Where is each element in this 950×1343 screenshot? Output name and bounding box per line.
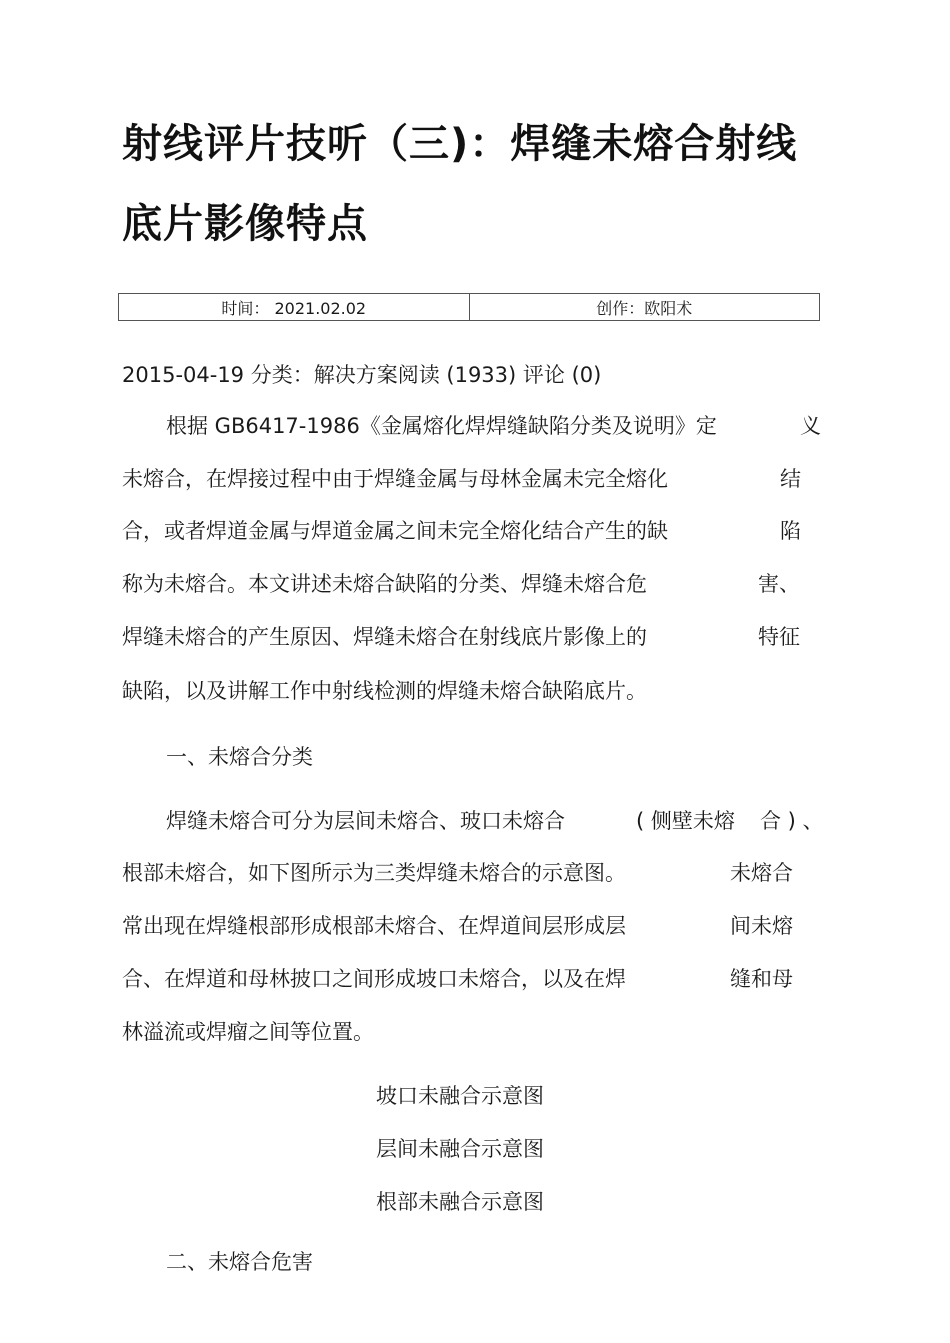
para1-line2: 未熔合，在焊接过程中由于焊缝金属与母林金属未完全熔化	[122, 467, 668, 491]
para1-line5: 焊缝未熔合的产生原因、焊缝未熔合在射线底片影像上的	[122, 625, 647, 649]
figure-caption-bevel: 坡口未融合示意图	[376, 1084, 544, 1108]
para2-line2-end: 未熔合	[730, 861, 793, 885]
meta-time: 时间： 2021.02.02	[221, 298, 367, 318]
figure-caption-interlayer: 层间未融合示意图	[376, 1137, 544, 1161]
para1-line3-end: 陷	[780, 519, 801, 543]
figure-caption-root: 根部未融合示意图	[376, 1190, 544, 1214]
para2-line3-end: 间未熔	[730, 914, 793, 938]
para2-line4: 合、在焊道和母林披口之间形成坡口未熔合，以及在焊	[122, 967, 626, 991]
para2-line1: 焊缝未熔合可分为层间未熔合、玻口未熔合	[166, 809, 565, 833]
para2-line5: 林溢流或焊瘤之间等位置。	[122, 1020, 374, 1044]
para2-line1-mid: ( 侧壁未熔	[636, 809, 735, 833]
para1-line2-end: 结	[780, 467, 801, 491]
document-title-line2: 底片影像特点	[122, 201, 368, 247]
para1-line1: 根据 GB6417-1986《金属熔化焊焊缝缺陷分类及说明》定	[166, 414, 717, 438]
para2-line2: 根部未熔合，如下图所示为三类焊缝未熔合的示意图。	[122, 861, 626, 885]
section2-heading: 二、未熔合危害	[166, 1250, 313, 1274]
section1-heading: 一、未熔合分类	[166, 745, 313, 769]
para1-line5-end: 特征	[758, 625, 800, 649]
para2-line1-end: 合 ) 、	[760, 809, 824, 833]
para1-line4-end: 害、	[758, 572, 800, 596]
document-title-line1: 射线评片技听（三)：焊缝未熔合射线	[122, 121, 798, 167]
meta-author: 创作：欧阳术	[469, 294, 820, 320]
para1-line6: 缺陷，以及讲解工作中射线检测的焊缝未熔合缺陷底片。	[122, 679, 647, 703]
para1-line4: 称为未熔合。本文讲述未熔合缺陷的分类、焊缝未熔合危	[122, 572, 647, 596]
info-line: 2015-04-19 分类：解决方案阅读 (1933) 评论 (0)	[122, 363, 602, 387]
para1-line1-end: 义	[800, 414, 821, 438]
meta-table	[118, 293, 820, 321]
para2-line4-end: 缝和母	[730, 967, 793, 991]
para1-line3: 合，或者焊道金属与焊道金属之间未完全熔化结合产生的缺	[122, 519, 668, 543]
para2-line3: 常出现在焊缝根部形成根部未熔合、在焊道间层形成层	[122, 914, 626, 938]
